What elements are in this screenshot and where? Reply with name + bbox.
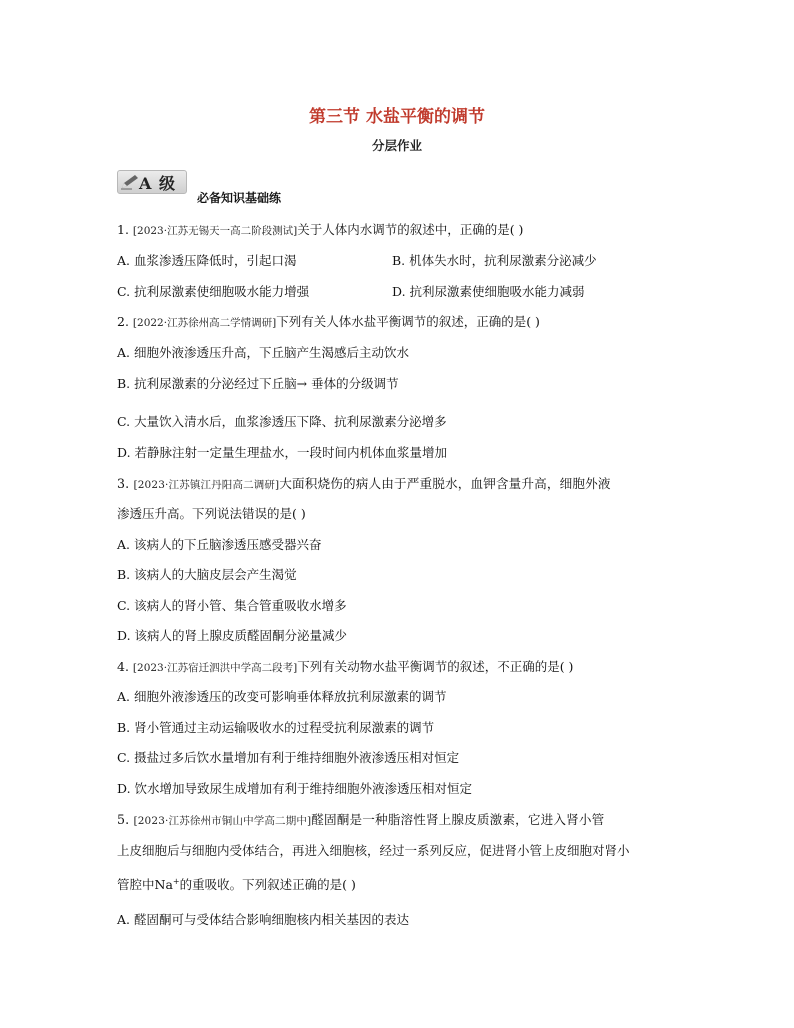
option-b: B. 机体失水时，抗利尿激素分泌减少 (392, 253, 597, 268)
question-1-stem (117, 222, 523, 239)
level-badge (117, 170, 187, 194)
question-source: [2023·江苏无锡天一高二阶段测试] (132, 225, 298, 237)
question-source: [2023·江苏徐州市铜山中学高二期中] (133, 815, 312, 827)
option-d: D. 饮水增加导致尿生成增加有利于维持细胞外液渗透压相对恒定 (117, 781, 473, 796)
question-5-stem-cont: 上皮细胞后与细胞内受体结合，再进入细胞核，经过一系列反应，促进肾小管上皮细胞对肾小 (117, 843, 630, 858)
option-c: C. 摄盐过多后饮水量增加有利于维持细胞外液渗透压相对恒定 (117, 750, 460, 765)
option-a: A. 细胞外液渗透压的改变可影响垂体释放抗利尿激素的调节 (117, 689, 447, 704)
option-d: D. 该病人的肾上腺皮质醛固酮分泌量减少 (117, 628, 348, 643)
question-text: 醛固酮是一种脂溶性肾上腺皮质激素，它进入肾小管 (311, 812, 605, 827)
option-a: A. 血浆渗透压降低时，引起口渴 (117, 253, 297, 268)
question-number: 3. (117, 476, 130, 491)
question-5-stem (117, 812, 604, 829)
page-subtitle: 分层作业 (371, 138, 422, 153)
question-number: 5. (117, 812, 130, 827)
option-b: B. 抗利尿激素的分泌经过下丘脑→ 垂体的分级调节 (117, 376, 399, 391)
option-d: D. 抗利尿激素使细胞吸水能力减弱 (392, 284, 585, 299)
question-2-stem (117, 314, 540, 331)
option-b: B. 肾小管通过主动运输吸收水的过程受抗利尿激素的调节 (117, 720, 435, 735)
question-number: 2. (117, 314, 129, 329)
question-3-stem-cont: 渗透压升高。下列说法错误的是( ) (117, 506, 306, 521)
pencil-icon (120, 174, 140, 190)
level-label: A 级 (139, 174, 176, 193)
option-row (117, 253, 296, 269)
question-4-stem (117, 659, 573, 676)
question-5-stem-cont2: 管腔中Na+的重吸收。下列叙述正确的是( ) (117, 877, 356, 893)
question-text: 关于人体内水调节的叙述中，正确的是( ) (297, 222, 524, 237)
option-b: B. 该病人的大脑皮层会产生渴觉 (117, 567, 297, 582)
question-text: 下列有关动物水盐平衡调节的叙述，不正确的是( ) (297, 659, 574, 674)
option-a: A. 细胞外液渗透压升高，下丘脑产生渴感后主动饮水 (117, 345, 409, 360)
question-source: [2022·江苏徐州高二学情调研] (132, 317, 277, 329)
question-number: 4. (117, 659, 129, 674)
option-c: C. 该病人的肾小管、集合管重吸收水增多 (117, 598, 347, 613)
page-title: 第三节 水盐平衡的调节 (309, 107, 485, 127)
question-number: 1. (117, 222, 129, 237)
option-c: C. 抗利尿激素使细胞吸水能力增强 (117, 284, 310, 299)
option-c: C. 大量饮入清水后，血浆渗透压下降、抗利尿激素分泌增多 (117, 414, 447, 429)
question-3-stem (117, 476, 611, 493)
question-source: [2023·江苏镇江丹阳高二调研] (133, 479, 280, 491)
question-source: [2023·江苏宿迁泗洪中学高二段考] (132, 662, 298, 674)
option-d: D. 若静脉注射一定量生理盐水，一段时间内机体血浆量增加 (117, 445, 448, 460)
question-text: 下列有关人体水盐平衡调节的叙述，正确的是( ) (276, 314, 540, 329)
section-label: 必备知识基础练 (197, 191, 282, 205)
question-text: 大面积烧伤的病人由于严重脱水，血钾含量升高，细胞外液 (279, 476, 611, 491)
option-a: A. 该病人的下丘脑渗透压感受器兴奋 (117, 537, 322, 552)
option-a: A. 醛固酮可与受体结合影响细胞核内相关基因的表达 (117, 912, 409, 927)
